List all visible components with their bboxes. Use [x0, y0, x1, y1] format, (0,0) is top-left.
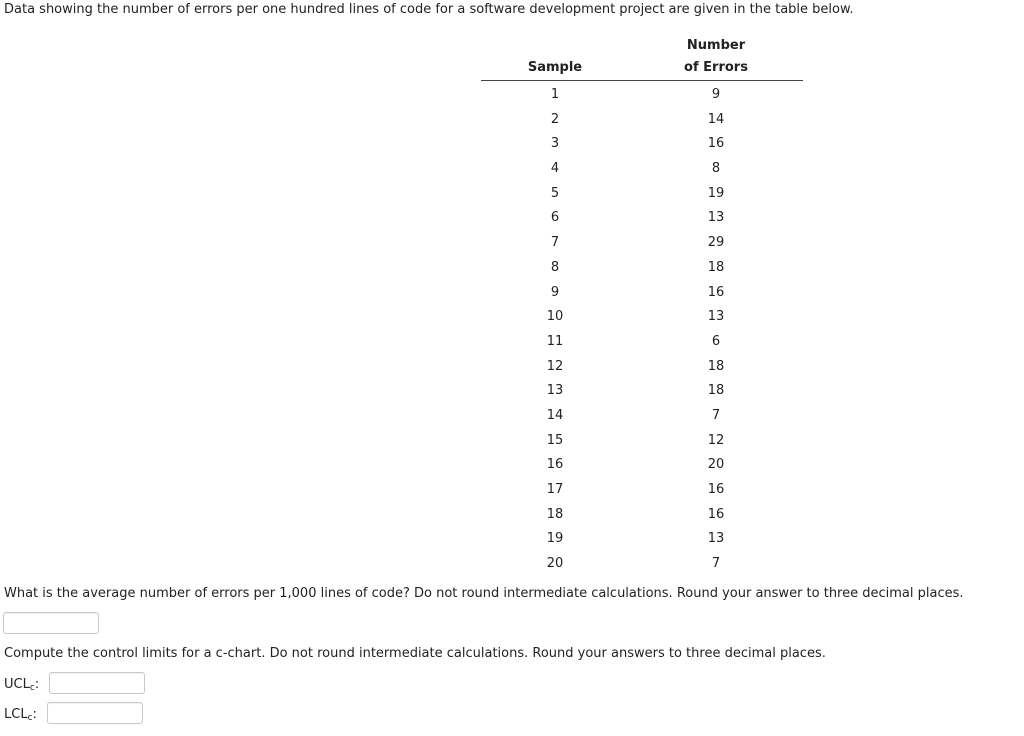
sample-cell: 12	[546, 358, 564, 374]
table-row	[481, 429, 803, 454]
table-header	[481, 34, 803, 81]
header-number-of-errors	[651, 35, 781, 79]
sample-cell: 16	[546, 457, 564, 473]
sample-cell: 5	[550, 185, 560, 201]
sample-cell: 18	[546, 506, 564, 522]
errors-cell: 18	[707, 383, 725, 399]
table-row	[481, 552, 803, 577]
errors-cell: 19	[707, 185, 725, 201]
sample-cell: 8	[550, 259, 560, 275]
table-row	[481, 206, 803, 231]
ucl-label-suffix: :	[34, 677, 40, 692]
table-row	[481, 453, 803, 478]
table-row	[481, 281, 803, 306]
errors-cell: 16	[707, 284, 725, 300]
errors-cell: 8	[711, 161, 721, 177]
sample-cell: 6	[550, 210, 560, 226]
sample-cell: 4	[550, 161, 560, 177]
sample-cell: 3	[550, 136, 560, 152]
errors-cell: 14	[707, 111, 725, 127]
ucl-input[interactable]	[49, 672, 145, 694]
errors-data-table	[481, 34, 803, 577]
sample-cell: 15	[546, 432, 564, 448]
table-row	[481, 231, 803, 256]
lcl-input[interactable]	[47, 702, 143, 724]
sample-cell: 20	[546, 556, 564, 572]
lcl-label	[4, 707, 37, 723]
table-row	[481, 256, 803, 281]
errors-cell: 18	[707, 358, 725, 374]
ucl-label-sub: c	[29, 683, 35, 693]
table-row	[481, 404, 803, 429]
table-row	[481, 379, 803, 404]
header-errors-line2: of Errors	[684, 60, 748, 75]
errors-cell: 16	[707, 136, 725, 152]
lcl-label-sub: c	[27, 713, 33, 723]
question-average-errors: What is the average number of errors per 1,000 lines of code? Do not round intermediate calculations. Round your answer to three decimal places.	[4, 586, 964, 601]
table-row	[481, 108, 803, 133]
errors-cell: 13	[707, 210, 725, 226]
errors-cell: 29	[707, 235, 725, 251]
errors-cell: 16	[707, 482, 725, 497]
intro-text: Data showing the number of errors per one hundred lines of code for a software development project are given in the table below.	[4, 2, 854, 17]
lcl-label-text: LCL	[4, 707, 28, 722]
sample-cell: 2	[550, 111, 560, 127]
question-control-limits: Compute the control limits for a c-chart. Do not round intermediate calculations. Round your answers to three decimal places.	[4, 646, 826, 661]
table-body	[481, 83, 803, 577]
table-row	[481, 330, 803, 355]
errors-cell: 7	[711, 407, 721, 423]
ucl-label-text: UCL	[4, 677, 30, 692]
table-row	[481, 157, 803, 182]
errors-cell: 9	[711, 87, 721, 102]
errors-cell: 16	[707, 506, 725, 522]
errors-cell: 6	[711, 333, 721, 349]
sample-cell: 1	[550, 87, 560, 102]
sample-cell: 14	[546, 407, 564, 423]
sample-cell: 10	[546, 309, 564, 325]
table-row	[481, 83, 803, 108]
header-sample: Sample	[527, 60, 583, 75]
table-row	[481, 182, 803, 207]
header-errors-line1: Number	[686, 38, 746, 53]
errors-cell: 7	[711, 556, 721, 572]
sample-cell: 13	[546, 383, 564, 399]
sample-cell: 17	[546, 482, 564, 497]
sample-cell: 7	[550, 235, 560, 251]
errors-cell: 13	[707, 309, 725, 325]
errors-cell: 20	[707, 457, 725, 473]
table-row	[481, 503, 803, 528]
table-row	[481, 305, 803, 330]
errors-cell: 13	[707, 531, 725, 547]
ucl-label	[4, 677, 39, 693]
sample-cell: 19	[546, 531, 564, 547]
average-errors-input[interactable]	[3, 612, 99, 634]
errors-cell: 18	[707, 259, 725, 275]
table-row	[481, 527, 803, 552]
sample-cell: 9	[550, 284, 560, 300]
table-row	[481, 478, 803, 503]
table-row	[481, 355, 803, 380]
errors-cell: 12	[707, 432, 725, 448]
sample-cell: 11	[546, 333, 564, 349]
lcl-label-suffix: :	[32, 707, 37, 722]
table-row	[481, 132, 803, 157]
